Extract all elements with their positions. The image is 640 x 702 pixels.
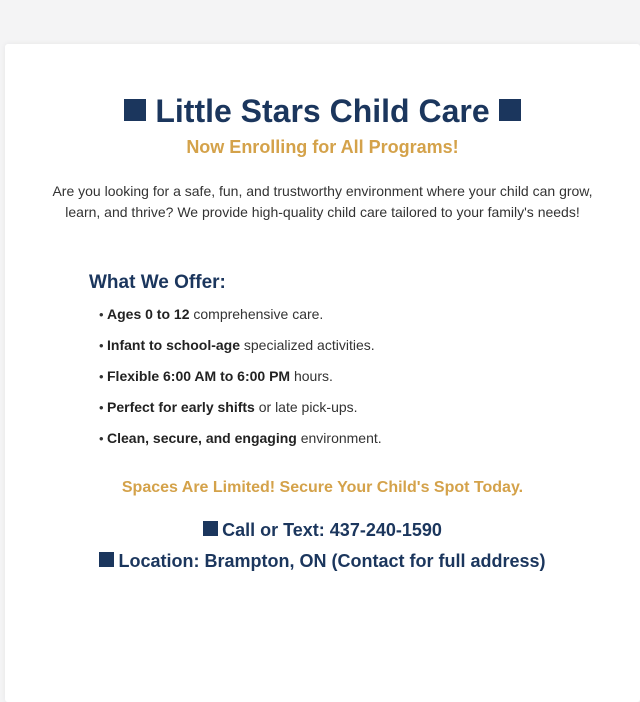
bullet-icon: • — [99, 338, 104, 353]
contact-location — [5, 549, 640, 573]
list-item — [99, 335, 579, 356]
bullet-icon: • — [99, 369, 104, 384]
page-title — [5, 91, 640, 131]
square-icon — [99, 552, 114, 567]
item-bold: Infant to school-age — [107, 337, 240, 353]
subtitle: Now Enrolling for All Programs! — [186, 137, 459, 157]
item-text: specialized activities. — [240, 337, 375, 353]
item-bold: Perfect for early shifts — [107, 399, 255, 415]
square-icon — [124, 99, 146, 121]
item-text: environment. — [296, 430, 382, 446]
item-text: comprehensive care. — [189, 306, 324, 322]
item-bold: Ages 0 to 12 — [107, 306, 190, 322]
square-icon — [499, 99, 521, 121]
list-item — [99, 428, 579, 449]
list-item — [99, 304, 579, 325]
item-bold: Clean, secure, and engaging — [107, 430, 297, 446]
offer-list — [99, 304, 579, 459]
bullet-icon: • — [99, 431, 104, 446]
bullet-icon: • — [99, 400, 104, 415]
item-bold: Flexible 6:00 AM to 6:00 PM — [107, 368, 291, 384]
list-item — [99, 366, 579, 387]
page-title-text: Little Stars Child Care — [155, 93, 490, 129]
intro-paragraph: Are you looking for a safe, fun, and trustworthy environment where your child can grow, learn, and thrive? We provide high-quality child care tailored to your family's needs! — [52, 183, 593, 220]
list-item — [99, 397, 579, 418]
offer-heading: What We Offer: — [89, 272, 226, 293]
phone-text: Call or Text: 437-240-1590 — [222, 520, 442, 540]
square-icon — [203, 521, 218, 536]
item-text: hours. — [290, 368, 333, 384]
item-text: or late pick-ups. — [254, 399, 358, 415]
contact-phone — [5, 518, 640, 542]
bullet-icon: • — [99, 307, 104, 322]
call-to-action: Spaces Are Limited! Secure Your Child's Spot Today. — [121, 479, 524, 496]
flyer-card — [5, 44, 640, 702]
location-text: Location: Brampton, ON (Contact for full address) — [118, 551, 546, 571]
